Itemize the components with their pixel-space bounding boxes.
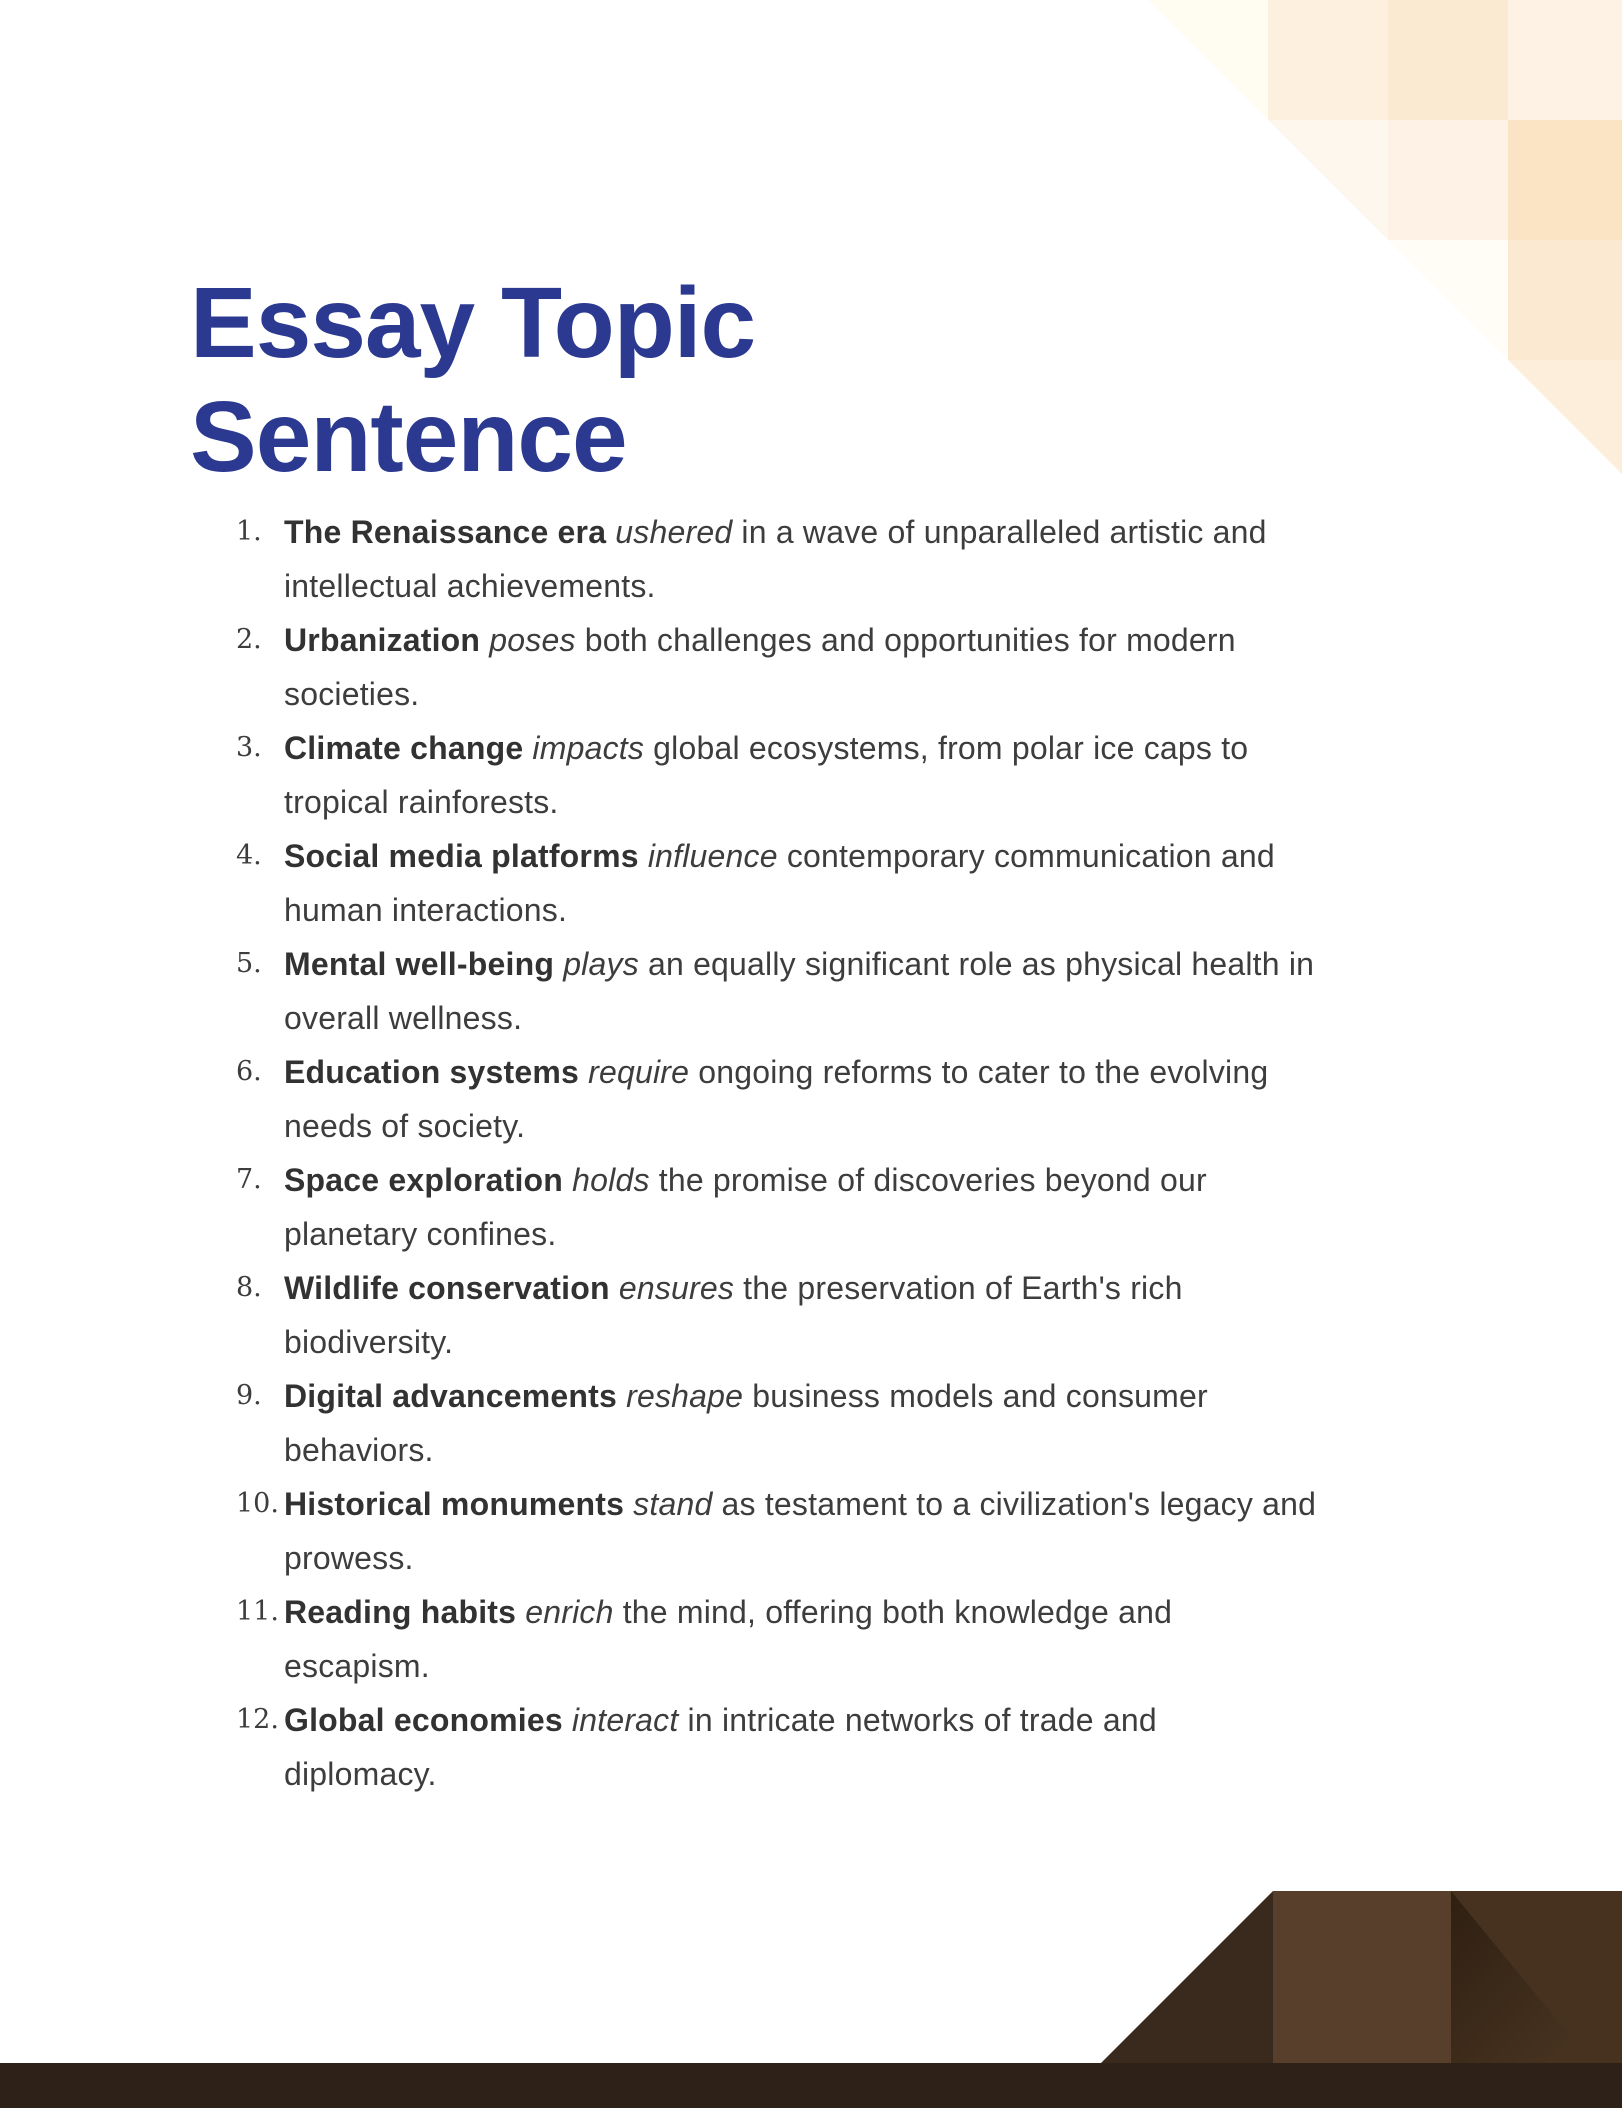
topic-sentence-list: [0, 505, 1622, 1801]
list-item-number: 5.: [236, 948, 262, 979]
list-item-number: 2.: [236, 624, 262, 655]
list-item-number: 12.: [236, 1704, 279, 1735]
top-right-squares-decoration: [1148, 0, 1622, 480]
list-item-number: 6.: [236, 1056, 262, 1087]
topic-subject: Urbanization: [284, 622, 481, 658]
list-item: [0, 1261, 1622, 1369]
topic-subject: Wildlife conservation: [284, 1270, 610, 1306]
list-item: [0, 829, 1622, 937]
topic-verb: ushered: [615, 514, 733, 550]
list-item-number: 4.: [236, 840, 262, 871]
page-title-line2: Sentence: [190, 381, 627, 493]
list-item-text: Global economies interact in intricate networks of trade and diplomacy.: [284, 1702, 1157, 1792]
grid-square: [1388, 240, 1508, 360]
bottom-left-triangle: [1101, 1891, 1273, 2063]
list-item-text: Social media platforms influence contemporary communication and human interactions.: [284, 838, 1275, 928]
list-item: [0, 1693, 1622, 1801]
page-title: [190, 266, 755, 494]
list-item: [0, 1045, 1622, 1153]
list-item: [0, 613, 1622, 721]
topic-verb: holds: [572, 1162, 650, 1198]
topic-subject: Education systems: [284, 1054, 580, 1090]
topic-subject: Reading habits: [284, 1594, 517, 1630]
list-item-number: 7.: [236, 1164, 262, 1195]
topic-subject: Historical monuments: [284, 1486, 625, 1522]
topic-subject: Global economies: [284, 1702, 563, 1738]
list-item-number: 8.: [236, 1272, 262, 1303]
topic-subject: Space exploration: [284, 1162, 564, 1198]
topic-subject: Social media platforms: [284, 838, 639, 874]
topic-subject: The Renaissance era: [284, 514, 607, 550]
list-item-text: The Renaissance era ushered in a wave of unparalleled artistic and intellectual achievements.: [284, 514, 1267, 604]
list-item-text: Climate change impacts global ecosystems, from polar ice caps to tropical rainforests.: [284, 730, 1249, 820]
list-item: [0, 1585, 1622, 1693]
bottom-bar: [0, 2063, 1622, 2108]
topic-verb: stand: [633, 1486, 713, 1522]
list-item-number: 1.: [236, 516, 262, 547]
topic-verb: influence: [647, 838, 778, 874]
list-item-number: 11.: [236, 1596, 279, 1627]
topic-verb: require: [588, 1054, 690, 1090]
grid-square: [1388, 120, 1508, 240]
list-item-text: Historical monuments stand as testament to a civilization's legacy and prowess.: [284, 1486, 1317, 1576]
grid-square: [1508, 360, 1622, 480]
list-item-number: 3.: [236, 732, 262, 763]
topic-verb: enrich: [525, 1594, 614, 1630]
grid-square: [1508, 0, 1622, 120]
topic-verb: poses: [489, 622, 576, 658]
list-item: [0, 505, 1622, 613]
grid-square: [1388, 0, 1508, 120]
grid-square: [1148, 0, 1268, 120]
topic-verb: impacts: [532, 730, 645, 766]
list-item-number: 10.: [236, 1488, 279, 1519]
topic-verb: plays: [563, 946, 639, 982]
list-item: [0, 1477, 1622, 1585]
topic-subject: Digital advancements: [284, 1378, 617, 1414]
topic-subject: Mental well-being: [284, 946, 555, 982]
page-title-line1: Essay Topic: [190, 267, 756, 379]
list-item-text: Mental well-being plays an equally significant role as physical health in overall wellness.: [284, 946, 1315, 1036]
list-item-text: Wildlife conservation ensures the preservation of Earth's rich biodiversity.: [284, 1270, 1183, 1360]
topic-verb: interact: [571, 1702, 679, 1738]
list-item-text: Education systems require ongoing reforms to cater to the evolving needs of society.: [284, 1054, 1269, 1144]
topic-verb: ensures: [618, 1270, 735, 1306]
topic-verb: reshape: [626, 1378, 744, 1414]
list-item-number: 9.: [236, 1380, 262, 1411]
list-item: [0, 1153, 1622, 1261]
list-item: [0, 1369, 1622, 1477]
bottom-decoration: [0, 1860, 1622, 2108]
list-item-text: Urbanization poses both challenges and opportunities for modern societies.: [284, 622, 1236, 712]
grid-square: [1268, 0, 1388, 120]
list-item-text: Space exploration holds the promise of discoveries beyond our planetary confines.: [284, 1162, 1207, 1252]
grid-square: [1268, 120, 1388, 240]
grid-square: [1508, 120, 1622, 240]
list-item-text: Digital advancements reshape business models and consumer behaviors.: [284, 1378, 1208, 1468]
bottom-middle-rectangle: [1273, 1891, 1451, 2063]
list-item-text: Reading habits enrich the mind, offering both knowledge and escapism.: [284, 1594, 1173, 1684]
list-item: [0, 937, 1622, 1045]
grid-square: [1508, 240, 1622, 360]
list-item: [0, 721, 1622, 829]
topic-subject: Climate change: [284, 730, 524, 766]
